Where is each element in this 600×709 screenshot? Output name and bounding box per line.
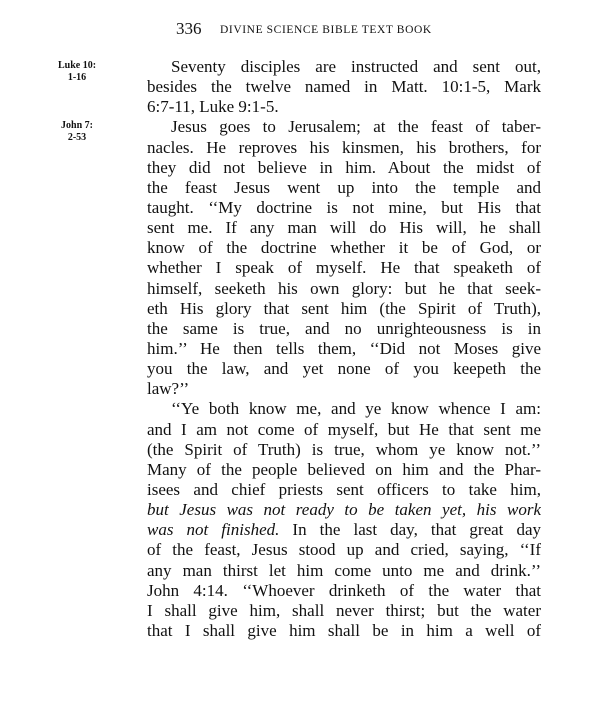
line-text: besides the twelve named in Matt. 10:1-5, Mark [147,77,541,97]
line-text: In the last day, that great day [279,520,541,540]
line-text: that I shall give him shall be in him a well of [147,620,541,640]
text-line [147,57,541,77]
text-line [147,520,541,540]
margin-note-verses: 2-53 [67,132,87,143]
text-line [147,480,541,500]
line-text: him.’’ He then tells them, ‘‘Did not Moses give [147,338,541,358]
text-line [147,198,541,218]
text-line [147,218,541,238]
text-line [147,500,541,520]
text-line [147,319,541,339]
text-line [147,117,541,137]
text-line [147,561,541,581]
page-number: 336 [176,19,202,38]
margin-note-luke [52,60,102,84]
line-text: the same is true, and no unrighteousness is in [147,318,541,338]
line-text: whether I speak of myself. He that speaketh of [147,258,541,278]
line-text: and I am not come of myself, but He that sent me [147,419,541,439]
line-text: of the feast, Jesus stood up and cried, saying, ‘‘If [147,540,541,560]
margin-note-ref: Luke 10: [57,60,97,71]
italic-text: was not finished. [147,520,280,540]
text-line [147,238,541,258]
text-line [147,621,541,641]
line-text: I shall give him, shall never thirst; but the water [147,600,541,620]
text-line [147,540,541,560]
text-line [147,299,541,319]
line-text: you the law, and yet none of you keepeth the [147,359,541,379]
line-text: eth His glory that sent him (the Spirit of Truth), [147,298,541,318]
margin-note-ref: John 7: [61,120,93,131]
line-text: Many of the people believed on him and the Phar- [147,459,541,479]
text-line [147,279,541,299]
text-line [147,178,541,198]
line-text: nacles. He reproves his kinsmen, his brothers, for [147,137,541,157]
line-text: they did not believe in him. About the midst of [147,157,541,177]
line-text: any man thirst let him come unto me and drink.’’ [147,560,541,580]
running-title: DIVINE SCIENCE BIBLE TEXT BOOK [220,24,432,36]
italic-text: but Jesus was not ready to be taken yet, his work [147,500,541,520]
line-text: taught. ‘‘My doctrine is not mine, but His that [147,197,541,217]
text-line [147,258,541,278]
text-line [147,97,541,117]
text-line [147,460,541,480]
text-line [147,581,541,601]
line-text: know of the doctrine whether it be of God, or [147,238,541,258]
margin-note-john [52,120,102,144]
line-text: sent me. If any man will do His will, he shall [147,218,541,238]
text-line [147,138,541,158]
text-line [147,601,541,621]
text-line [147,339,541,359]
text-line [147,158,541,178]
text-line [147,379,541,399]
text-line [147,420,541,440]
line-text: Seventy disciples are instructed and sent out, [171,57,541,76]
text-line [147,440,541,460]
line-text: Jesus goes to Jerusalem; at the feast of taber- [171,117,541,137]
text-line [147,399,541,419]
text-line [147,77,541,97]
line-text: John 4:14. ‘‘Whoever drinketh of the water that [147,580,541,600]
margin-note-verses: 1-16 [67,72,87,83]
body-text [147,57,541,641]
line-text: ‘‘Ye both know me, and ye know whence I am: [171,399,541,419]
line-text: the feast Jesus went up into the temple and [147,177,541,197]
text-line [147,359,541,379]
line-text: (the Spirit of Truth) is true, whom ye know not.’’ [147,439,541,459]
line-text: isees and chief priests sent officers to take him, [147,479,541,499]
line-text: 6:7-11, Luke 9:1-5. [147,97,279,117]
line-text: himself, seeketh his own glory: but he that seek- [147,278,541,298]
line-text: law?’’ [147,379,190,399]
